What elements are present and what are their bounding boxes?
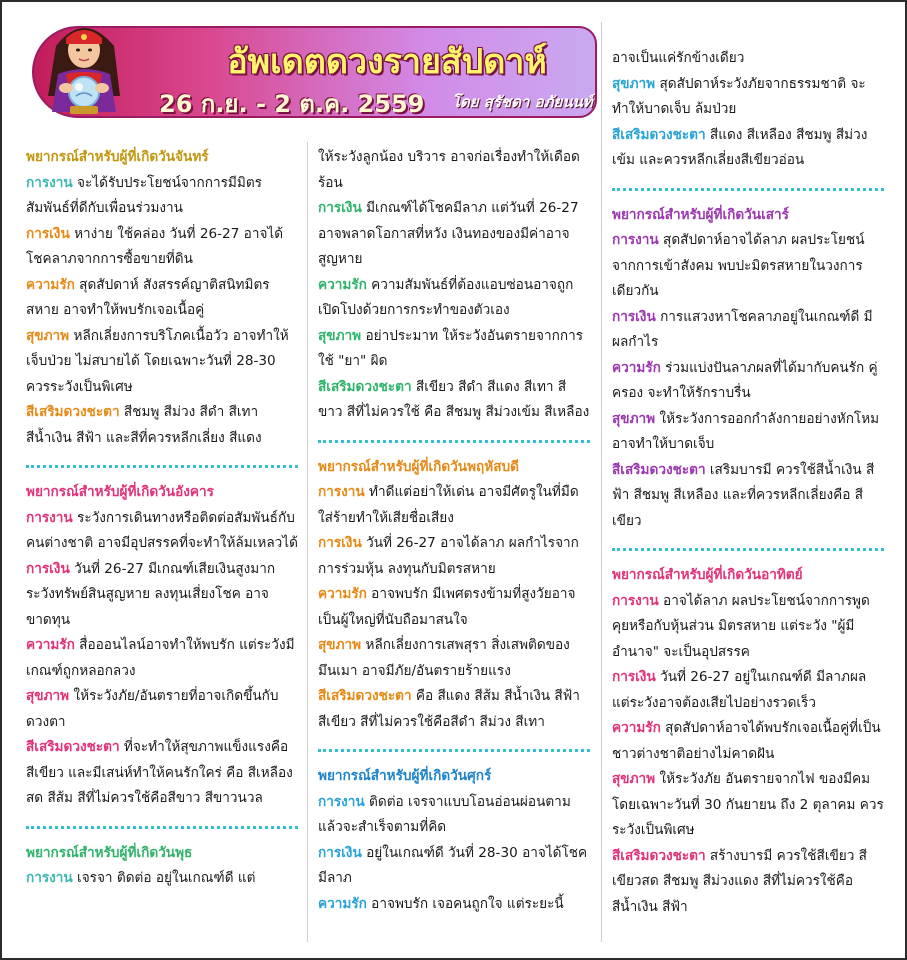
tuesday-color: สีเสริมดวงชะตา ที่จะทำให้สุขภาพแข็งแรงคือ สีเขียว และมีเสน่ห์ทำให้คนรักใคร่ คือ สีเหลืองสด สีส้ม สีที่ไม่ควรใช้คือสีขาว สีขาวนวล [26,739,293,806]
sunday-color: สีเสริมดวงชะตา สร้างบารมี ควรใช้สีเขียว สีเขียวสด สีชมพู สีม่วงแดง สีที่ไม่ควรใช้คือสีน้ำเงิน สีฟ้า [612,847,867,915]
monday-money: การเงิน หาง่าย ใช้คล่อง วันที่ 26-27 อาจได้โชคลาภจากการซื้อขายที่ดิน [26,225,284,267]
section-divider [612,188,884,191]
sunday-love: ความรัก สุดสัปดาห์อาจได้พบรักเจอเนื้อคู่ที่เป็นชาวต่างชาติอย่างไม่คาดฝัน [612,720,881,762]
section-divider [26,465,298,468]
saturday-money: การเงิน การแสวงหาโชคลาภอยู่ในเกณฑ์ดี มีผลกำไร [612,308,873,350]
thursday-work: การงาน ทำดีแต่อย่าให้เด่น อาจมีศัตรูในที่มืดใส่ร้ายทำให้เสียชื่อเสียง [318,484,579,526]
friday-health: สุขภาพ สุดสัปดาห์ระวังภัยจากธรรมชาติ จะทำให้บาดเจ็บ ล้มป่วย [612,75,866,117]
thursday-health: สุขภาพ หลีกเลี่ยงการเสพสุรา สิ่งเสพติดของมึนเมา อาจมีภัย/อันตรายร้ายแรง [318,637,570,679]
monday-work: การงาน จะได้รับประโยชน์จากการมีมิตรสัมพันธ์ที่ดีกับเพื่อนร่วมงาน [26,174,262,216]
section-divider [318,440,590,443]
wednesday-love: ความรัก ความสัมพันธ์ที่ต้องแอบซ่อนอาจถูกเปิดโปงด้วยการกระทำของตัวเอง [318,276,574,318]
column-3 [612,46,884,920]
friday-money: การเงิน อยู่ในเกณฑ์ดี วันที่ 28-30 อาจได้โชคมีลาภ [318,844,588,886]
section-divider [26,826,298,829]
monday-love: ความรัก สุดสัปดาห์ สังสรรค์ญาติสนิทมิตรสหาย อาจทำให้พบรักเจอเนื้อคู่ [26,276,270,318]
page-title: อัพเดตดวงรายสัปดาห์ [227,42,547,82]
section-divider [318,749,590,752]
tuesday-love: ความรัก สื่อออนไลน์อาจทำให้พบรัก แต่ระวังมีเกณฑ์ถูกหลอกลวง [26,637,295,679]
column-separator [307,142,308,942]
thursday-love: ความรัก อาจพบรัก มีเพศตรงข้ามที่สูงวัยอาจเป็นผู้ใหญ่ที่นับถือมาสนใจ [318,586,576,628]
saturday-color: สีเสริมดวงชะตา เสริมบารมี ควรใช้สีน้ำเงิน สีฟ้า สีชมพู สีเหลือง และที่ควรหลีกเลี่ยงคือ สีเขียว [612,461,875,529]
wednesday-health: สุขภาพ อย่าประมาท ให้ระวังอันตรายจากการใช้ "ยา" ผิด [318,327,583,369]
section-divider [612,548,884,551]
wednesday-work-continued: ให้ระวังลูกน้อง บริวาร อาจก่อเรื่องทำให้เดือดร้อน [318,149,580,191]
section-title-thursday: พยากรณ์สำหรับผู้ที่เกิดวันพฤหัสบดี [318,458,519,475]
thursday-color: สีเสริมดวงชะตา คือ สีแดง สีส้ม สีน้ำเงิน สีฟ้า สีเขียว สีที่ไม่ควรใช้คือสีดำ สีม่วง สีเทา [318,688,580,730]
monday-health: สุขภาพ หลีกเลี่ยงการบริโภคเนื้อวัว อาจทำให้เจ็บป่วย ไม่สบายได้ โดยเฉพาะวันที่ 28-30 ควรระวังเป็นพิเศษ [26,327,289,395]
thursday-money: การเงิน วันที่ 26-27 อาจได้ลาภ ผลกำไรจากการร่วมหุ้น ลงทุนกับมิตรสหาย [318,535,579,577]
section-title-saturday: พยากรณ์สำหรับผู้ที่เกิดวันเสาร์ [612,206,789,223]
saturday-work: การงาน สุดสัปดาห์อาจได้ลาภ ผลประโยชน์จากการเข้าสังคม พบปะมิตรสหายในวงการเดียวกัน [612,232,865,299]
sunday-money: การเงิน วันที่ 26-27 อยู่ในเกณฑ์ดี มีลาภผล แต่ระวังอาจต้องเสียไปอย่างรวดเร็ว [612,669,867,711]
saturday-love: ความรัก ร่วมแบ่งปันลาภผลที่ได้มากับคนรัก คู่ครอง จะทำให้รักราบรื่น [612,359,878,401]
sunday-work: การงาน อาจได้ลาภ ผลประโยชน์จากการพูดคุยหรือกับหุ้นส่วน มิตรสหาย แต่ระวัง "ผู้มีอำนาจ" จะเป็นอุปสรรค [612,592,870,660]
fortune-teller-illustration-icon [36,16,132,120]
saturday-health: สุขภาพ ให้ระวังการออกกำลังกายอย่างหักโหม อาจทำให้บาดเจ็บ [612,410,880,452]
tuesday-work: การงาน ระวังการเดินทางหรือติดต่อสัมพันธ์กับคนต่างชาติ อาจมีอุปสรรคที่จะทำให้ล้มเหลวได้ [26,509,298,551]
friday-color: สีเสริมดวงชะตา สีแดง สีเหลือง สีชมพู สีม่วงเข้ม และควรหลีกเลี่ยงสีเขียวอ่อน [612,126,868,168]
tuesday-health: สุขภาพ ให้ระวังภัย/อันตรายที่อาจเกิดขึ้นกับดวงตา [26,688,279,730]
column-1 [26,145,298,892]
wednesday-money: การเงิน มีเกณฑ์ได้โชคมีลาภ แต่วันที่ 26-27 อาจพลาดโอกาสที่หวัง เงินทองของมีค่าอาจสูญหาย [318,200,579,267]
monday-color: สีเสริมดวงชะตา สีชมพู สีม่วง สีดำ สีเทา สีน้ำเงิน สีฟ้า และสีที่ควรหลีกเลี่ยง สีแดง [26,404,262,446]
section-title-wednesday: พยากรณ์สำหรับผู้ที่เกิดวันพุธ [26,844,193,861]
tuesday-money: การเงิน วันที่ 26-27 มีเกณฑ์เสียเงินสูงมาก ระวังทรัพย์สินสูญหาย ลงทุนเสี่ยงโชค อาจขาดทุน [26,560,276,628]
byline: โดย สุรัชดา อภัยนนท์ [452,93,593,111]
friday-work: การงาน ติดต่อ เจรจาแบบโอนอ่อนผ่อนตามแล้วจะสำเร็จตามที่คิด [318,793,571,835]
friday-love: ความรัก อาจพบรัก เจอคนถูกใจ แต่ระยะนี้ [318,895,564,912]
date-range: 26 ก.ย. - 2 ต.ค. 2559 [159,90,425,118]
wednesday-color: สีเสริมดวงชะตา สีเขียว สีดำ สีแดง สีเทา สีขาว สีที่ไม่ควรใช้ คือ สีชมพู สีม่วงเข้ม สีเหลือง [318,378,590,420]
friday-love-continued: อาจเป็นแค่รักข้างเดียว [612,50,745,66]
section-title-monday: พยากรณ์สำหรับผู้ที่เกิดวันจันทร์ [26,149,209,165]
sunday-health: สุขภาพ ให้ระวังภัย อันตรายจากไฟ ของมีคม โดยเฉพาะวันที่ 30 กันยายน ถึง 2 ตุลาคม ควรระวังเป็นพิเศษ [612,771,884,838]
column-2 [318,145,590,917]
section-title-tuesday: พยากรณ์สำหรับผู้ที่เกิดวันอังคาร [26,484,214,500]
column-separator [601,22,602,942]
section-title-friday: พยากรณ์สำหรับผู้ที่เกิดวันศุกร์ [318,768,492,784]
section-title-sunday: พยากรณ์สำหรับผู้ที่เกิดวันอาทิตย์ [612,567,803,583]
wednesday-work: การงาน เจรจา ติดต่อ อยู่ในเกณฑ์ดี แต่ [26,870,256,886]
